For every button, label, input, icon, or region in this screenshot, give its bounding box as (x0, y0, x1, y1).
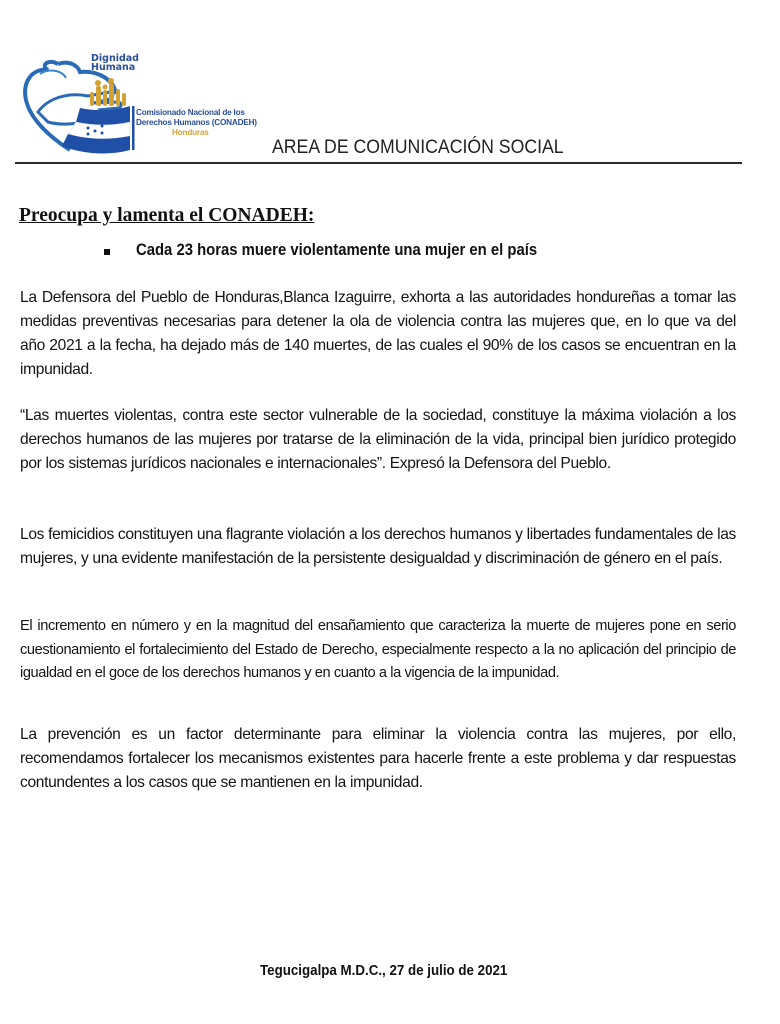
logo-organization-name (136, 108, 257, 138)
paragraph-2-quote: “Las muertes violentas, contra este sector vulnerable de la sociedad, constituye la máxima violación a los derechos humanos de las mujeres por tratarse de la eliminación de la vida, principal bien jurídico protegido por los sistemas jurídicos nacionales e internacionales”. Expresó la Defensora del Pueblo. (20, 407, 736, 472)
paragraph-1: La Defensora del Pueblo de Honduras,Blanca Izaguirre, exhorta a las autoridades hondureñas a tomar las medidas preventivas necesarias para detener la ola de violencia contra las mujeres que, en lo que va del año 2021 a la fecha, ha dejado más de 140 muertes, de las cuales el 90% de los casos se encuentran en la impunidad. (20, 289, 736, 378)
place-and-date: Tegucigalpa M.D.C., 27 de julio de 2021 (260, 963, 508, 979)
conadeh-logo (18, 52, 258, 160)
square-bullet-icon (104, 249, 110, 255)
paragraph-3: Los femicidios constituyen una flagrante violación a los derechos humanos y libertades fundamentales de las mujeres, y una evidente manifestación de la persistente desigualdad y discriminación de género en el país. (20, 526, 736, 567)
logo-tagline-line2: Humana (91, 62, 136, 73)
document-headline: Preocupa y lamenta el CONADEH: (19, 205, 315, 226)
header-divider (15, 162, 742, 164)
paragraph-5: La prevención es un factor determinante para eliminar la violencia contra las mujeres, por ello, recomendamos fortalecer los mecanismos existentes para hacerle frente a este problema y dar respuestas contundentes a los casos que se mantienen en la impunidad. (20, 726, 736, 791)
logo-org-line1: Comisionado Nacional de los (136, 108, 245, 117)
logo-country: Honduras (172, 128, 209, 137)
paragraph-4: El incremento en número y en la magnitud del ensañamiento que caracteriza la muerte de mujeres pone en serio cuestionamiento el fortalecimiento del Estado de Derecho, especialmente respecto a la no aplicación del principio de igualdad en el goce de los derechos humanos y en cuanto a la vigencia de la impunidad. (20, 618, 736, 681)
logo-tagline (91, 54, 139, 72)
section-title: AREA DE COMUNICACIÓN SOCIAL (272, 137, 564, 158)
bullet-text: Cada 23 horas muere violentamente una mujer en el país (136, 241, 538, 259)
logo-org-line2: Derechos Humanos (CONADEH) (136, 118, 257, 127)
logo-tagline-line1: Dignidad (91, 53, 139, 64)
